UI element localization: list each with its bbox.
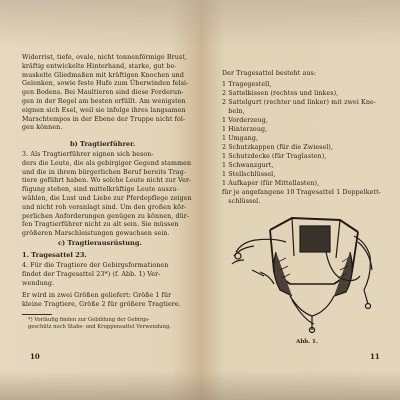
list-item: für je angefangene 10 Tragesattel 1 Doppelkett-: [222, 189, 381, 196]
list-item: 1 Stellschlüssel,: [222, 171, 276, 178]
list-item: 1 Tragegestell,: [222, 81, 272, 88]
list-item: beln,: [222, 108, 245, 115]
figure-caption: Abb. 1.: [296, 339, 318, 345]
footnote: *) Vorläufig finden zur Gebildung der Gebirgs- geschütz noch Stabs- und Kruppensattel Verwendung.: [28, 317, 171, 330]
heading-tragesattel: 1. Tragesattel 23.: [22, 251, 87, 259]
heading-tragtierausruestung: c) Tragtierausrüstung.: [58, 239, 142, 247]
list-intro: Der Tragesattel besteht aus:: [222, 70, 317, 77]
list-item: 1 Schutzdecke (für Traglasten),: [222, 153, 327, 160]
list-item: 1 Vorderzeug,: [222, 117, 268, 124]
pack-saddle-illustration: [230, 212, 378, 334]
footnote-divider: [22, 314, 52, 315]
top-shadow: [0, 0, 400, 48]
heading-tragtierfuehrer: b) Tragtierführer.: [70, 140, 136, 148]
paragraph-continued: Widerrist, tiefe, ovale, nicht tonnenförmige Brust, kräftig entwickelte Hinterhand, starke, gut be- muskelte Gliedmaßen mit kräftigen Knochen und Gelenken, sowie feste Hufe zum Überwinden felsi- gen Bodens. Bei Maultieren sind diese Forderun- gen in der Regel am besten erfüllt. Am wenigsten eignen sich Esel, weil sie infolge ihres langsamen Marschtempos in der Ebene der Truppe nicht fol- gen können.: [22, 54, 189, 132]
right-page: [200, 0, 400, 400]
list-item: 2 Sattelkissen (rechtes und linkes),: [222, 90, 339, 97]
list-item: 1 Hinterzeug,: [222, 126, 268, 133]
bottom-shadow: [0, 370, 400, 400]
page-number-right: 11: [370, 352, 380, 361]
paragraph-4: 4. Für die Tragtiere der Gebirgsformationen findet der Tragesattel 23*) (f. Abb. 1) Ver- wendung.: [22, 262, 169, 287]
paragraph-5: Er wird in zwei Größen geliefert: Größe 1 für kleine Tragtiere, Größe 2 für größere Tragtiere.: [22, 292, 181, 308]
list-item: 2 Schutzkappen (für die Zwiesel),: [222, 144, 334, 151]
list-item: 1 Umgang,: [222, 135, 259, 142]
list-item: schlüssel.: [222, 198, 261, 205]
paragraph-3: 3. Als Tragtierführer eignen sich beson- ders die Leute, die als gebirgiger Gegend stammen und die in ihrem bürgerlichen Beruf bereits Trag- tiere geführt haben. Wo solche Leute nicht zur Ver- fügung stehen, sind mittelkräftige Leute auszu- wählen, die Lust und Liebe zur Pferdepflege zeigen und nicht roh veranlagt sind. Um den großen kör- perlichen Anforderungen genügen zu können, dür- fen Tragtierführer nicht zu alt sein. Sie müssen größeren Marschleistungen gewachsen sein.: [22, 151, 192, 238]
list-item: 2 Sattelgurt (rechter und linker) mit zwei Kne-: [222, 99, 377, 106]
list-item: 1 Aufkaper (für Mittellasten),: [222, 180, 320, 187]
list-item: 1 Schwanzgurt,: [222, 162, 274, 169]
page-number-left: 10: [30, 352, 40, 361]
